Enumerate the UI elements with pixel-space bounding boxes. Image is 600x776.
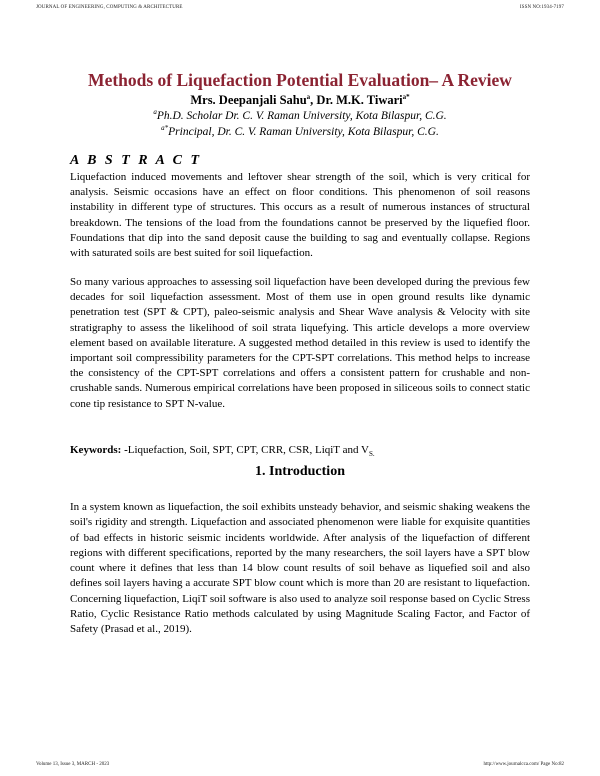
affiliation-superscript: a* [161,124,169,133]
author-superscript: a [306,92,311,101]
author-separator: , [310,93,317,107]
section-heading-introduction: 1. Introduction [255,464,345,479]
author-name: Dr. M.K. Tiwari [316,93,403,107]
author-name: Mrs. Deepanjali Sahu [190,93,307,107]
affiliation-text: Ph.D. Scholar Dr. C. V. Raman University, Kota Bilaspur, C.G. [156,110,447,122]
introduction-paragraph: In a system known as liquefaction, the soil exhibits unsteady behavior, and seismic shaking weakens the soil's rigidity and strength. Liquefaction and associated phenomenon were liable for exquisite quantities of bad effects in historic seismic incidents worldwide. After analysis of the liquefaction of different regions with different specifications, reported by the many researchers, the soil layers have a SPT blow count where it defines that less than 14 blow count results of soil behave as liquefied soil and also defines soil layers having a accurate SPT blow count which is more than 20 are resistant to liquefaction. Concerning liquefaction, LiqiT soil software is also used to analyze soil response based on Cyclic Stress Ratio, Cyclic Resistance Ratio methods calculated by using Magnitude Scaling Factor, and Factor of Safety (Prasad et al., 2019). [70,501,530,636]
page-footer [36,762,564,771]
affiliation [0,126,600,138]
keywords-label: Keywords: - [70,444,128,456]
url-page-number: http://www.journalcca.com/ Page No:82 [483,762,564,767]
abstract-paragraph: So many various approaches to assessing soil liquefaction have been developed during the previous few decades for soil liquefaction assessment. Most of them use in open ground results like dynamic penetration test (SPT & CPT), paleo-seismic analysis and Shear Wave analysis & Velocity with site stratigraphy to assess the likelihood of soil strata liquefying. This article develops a more overview element based on available literature. A suggested method detailed in this review is used to identify the important soil compressibility parameters for the CPT-SPT correlations. This method helps to increase the consistency of the CPT-SPT correlations and offers a consistent pattern for crushable and non-crushable sands. Numerous empirical correlations have been proposed in siliceous soils to connect static cone tip resistance to SPT N-value. [70,276,530,410]
author-line [0,93,600,108]
abstract-paragraph: Liquefaction induced movements and leftover shear strength of the soil, which is very critical for analysis. Seismic occasions have an effect on floor conditions. This phenomenon of soil reasons instability in different type of structures. This occurs as a result of numerous instances of structural breakdown. The tensions of the load from the foundations cannot be preserved by the liquefied floor. Foundations that dip into the sand deposit cause the building to sag and eventually collapse. Regions with saturated soils are best suited for soil liquefaction. [70,171,530,260]
running-header [36,5,564,14]
affiliation [0,110,600,122]
abstract-heading: A B S T R A C T [70,153,202,168]
issn: ISSN NO:1934-7197 [519,5,564,10]
paper-title: Methods of Liquefaction Potential Evaluation– A Review [88,70,512,90]
affiliation-superscript: a [153,108,157,117]
journal-name: JOURNAL OF ENGINEERING, COMPUTING & ARCHITECTURE [36,5,183,10]
keywords [70,443,530,458]
volume-info: Volume 13, Issue 3, MARCH - 2023 [36,762,110,767]
keywords-list: Liquefaction, Soil, SPT, CPT, CRR, CSR, LiqiT and V [127,444,369,456]
affiliation-text: Principal, Dr. C. V. Raman University, Kota Bilaspur, C.G. [168,126,439,138]
keywords-subscript: S. [368,450,375,459]
author-superscript: a* [402,92,410,101]
